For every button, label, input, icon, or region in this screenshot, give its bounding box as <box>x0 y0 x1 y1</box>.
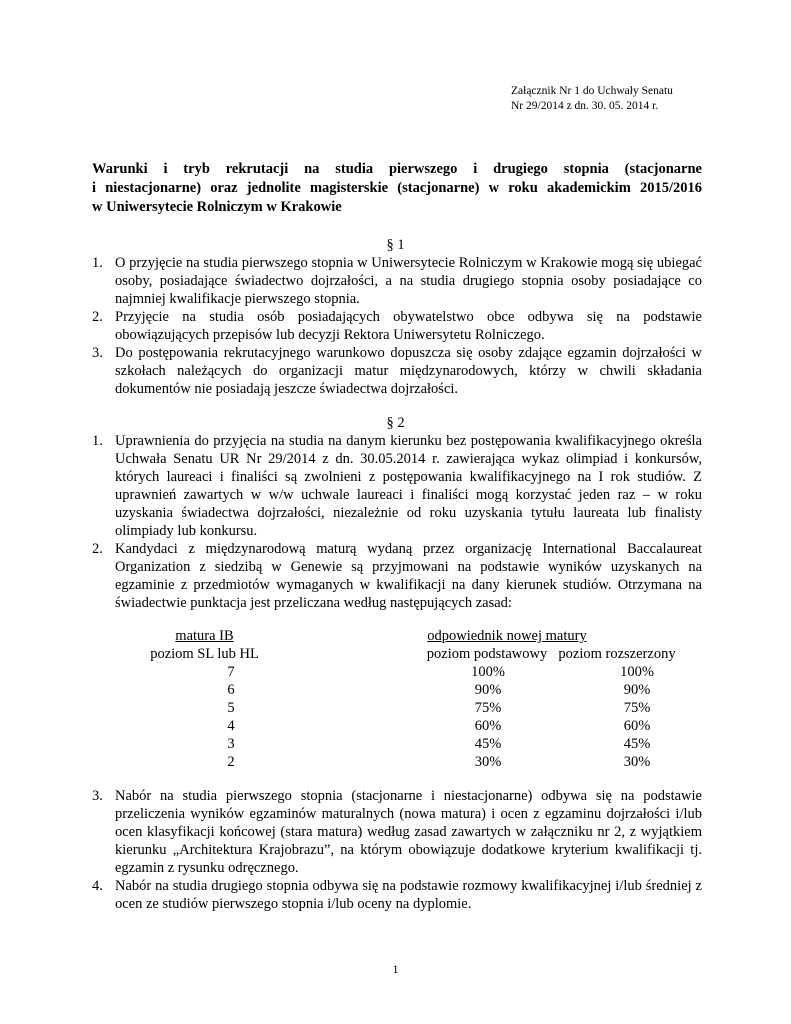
item-text: Przyjęcie na studia osób posiadających obywatelstwo obce odbywa się na podstawie obowiązujących przepisów lub decyzji Rektora Uniwersytetu Rolniczego. <box>115 309 702 343</box>
list-item <box>92 540 702 612</box>
subheader-extended: poziom rozszerzony <box>558 646 676 662</box>
cell-ib: 3 <box>227 736 235 752</box>
cell-extended: 45% <box>623 736 651 752</box>
ib-conversion-table <box>92 627 702 771</box>
cell-basic: 100% <box>471 664 505 680</box>
item-number: 3. <box>92 788 103 804</box>
cell-basic: 45% <box>474 736 502 752</box>
header-ib: matura IB <box>175 628 234 644</box>
table-row <box>92 663 702 681</box>
title-line-3: w Uniwersytecie Rolniczym w Krakowie <box>92 199 342 215</box>
list-item <box>92 432 702 540</box>
table-row <box>92 717 702 735</box>
section-1-list <box>92 254 702 398</box>
table-row <box>92 735 702 753</box>
annex-line-2: Nr 29/2014 z dn. 30. 05. 2014 r. <box>511 100 659 112</box>
subheader-basic: poziom podstawowy <box>426 646 548 662</box>
annex-line-1: Załącznik Nr 1 do Uchwały Senatu <box>511 85 673 97</box>
item-text: Nabór na studia pierwszego stopnia (stacjonarne i niestacjonarne) odbywa się na podstawie przeliczenia wyników egzaminów maturalnych (nowa matura) i ocen z egzaminu dojrzałości i/lub ocen klasyfikacji końcowej (stara matura) według zasad zawartych w załączniku nr 2, z wyjątkiem kierunku „Architektura Krajobrazu”, na którym obowiązuje dodatkowe kryterium kwalifikacji tj. egzamin z rysunku odręcznego. <box>115 788 702 876</box>
cell-basic: 90% <box>474 682 502 698</box>
cell-ib: 2 <box>227 754 235 770</box>
cell-ib: 5 <box>227 700 235 716</box>
item-number: 2. <box>92 309 103 325</box>
item-text: Uprawnienia do przyjęcia na studia na danym kierunku bez postępowania kwalifikacyjnego określa Uchwała Senatu UR Nr 29/2014 z dn. 30.05.2014 r. zawierająca wykaz olimpiad i konkursów, których laureaci i finaliści są zwolnieni z postępowania kwalifikacyjnego na I rok studiów. Z uprawnień zawartych w w/w uchwale laureaci i finaliści mogą korzystać jeden raz – w roku uzyskania świadectwa dojrzałości, niezależnie od roku uzyskania tytułu laureata lub finalisty olimpiady lub konkursu. <box>115 433 702 539</box>
cell-extended: 90% <box>623 682 651 698</box>
cell-extended: 30% <box>623 754 651 770</box>
list-item <box>92 877 702 913</box>
cell-extended: 75% <box>623 700 651 716</box>
header-new-matura: odpowiednik nowej matury <box>427 628 587 644</box>
section-2-heading: § 2 <box>386 415 405 431</box>
cell-basic: 30% <box>474 754 502 770</box>
section-1-heading: § 1 <box>386 237 405 253</box>
subheader-level: poziom SL lub HL <box>150 646 259 662</box>
section-2-list <box>92 432 702 612</box>
page-number: 1 <box>392 962 399 976</box>
list-item <box>92 344 702 398</box>
title-line-2: i niestacjonarne) oraz jednolite magisterskie (stacjonarne) w roku akademickim 2015/2016 <box>92 180 702 196</box>
title-line-1: Warunki i tryb rekrutacji na studia pierwszego i drugiego stopnia (stacjonarne <box>92 161 702 177</box>
item-text: Do postępowania rekrutacyjnego warunkowo dopuszcza się osoby zdające egzamin dojrzałości w szkołach należących do organizacji matur międzynarodowych, którzy w chwili składania dokumentów nie posiadają jeszcze świadectwa dojrzałości. <box>115 345 702 397</box>
item-number: 4. <box>92 878 103 894</box>
item-text: Nabór na studia drugiego stopnia odbywa się na podstawie rozmowy kwalifikacyjnej i/lub średniej z ocen ze studiów pierwszego stopnia i/lub oceny na dyplomie. <box>115 878 702 912</box>
list-item <box>92 787 702 877</box>
table-row <box>92 681 702 699</box>
list-item <box>92 308 702 344</box>
item-number: 1. <box>92 433 103 449</box>
cell-extended: 60% <box>623 718 651 734</box>
item-text: O przyjęcie na studia pierwszego stopnia w Uniwersytecie Rolniczym w Krakowie mogą się ubiegać osoby, posiadające świadectwo dojrzałości, a na studia drugiego stopnia osoby posiadające co najmniej kwalifikacje pierwszego stopnia. <box>115 255 702 307</box>
item-number: 2. <box>92 541 103 557</box>
annex-reference <box>511 84 673 114</box>
cell-extended: 100% <box>620 664 654 680</box>
cell-basic: 75% <box>474 700 502 716</box>
item-number: 1. <box>92 255 103 271</box>
cell-ib: 6 <box>227 682 235 698</box>
item-number: 3. <box>92 345 103 361</box>
table-row <box>92 753 702 771</box>
table-header-row <box>92 627 702 645</box>
cell-basic: 60% <box>474 718 502 734</box>
table-row <box>92 699 702 717</box>
table-subheader-row <box>92 645 702 663</box>
cell-ib: 7 <box>227 664 235 680</box>
list-item <box>92 254 702 308</box>
section-2-list-continued <box>92 787 702 913</box>
cell-ib: 4 <box>227 718 235 734</box>
document-title <box>92 160 702 217</box>
item-text: Kandydaci z międzynarodową maturą wydaną przez organizację International Baccalaureat Organization z siedzibą w Genewie są przyjmowani na podstawie wyników uzyskanych na egzaminie z przedmiotów wymaganych w kwalifikacji na dany kierunek studiów. Otrzymana na świadectwie punktacja jest przeliczana według następujących zasad: <box>115 541 702 611</box>
